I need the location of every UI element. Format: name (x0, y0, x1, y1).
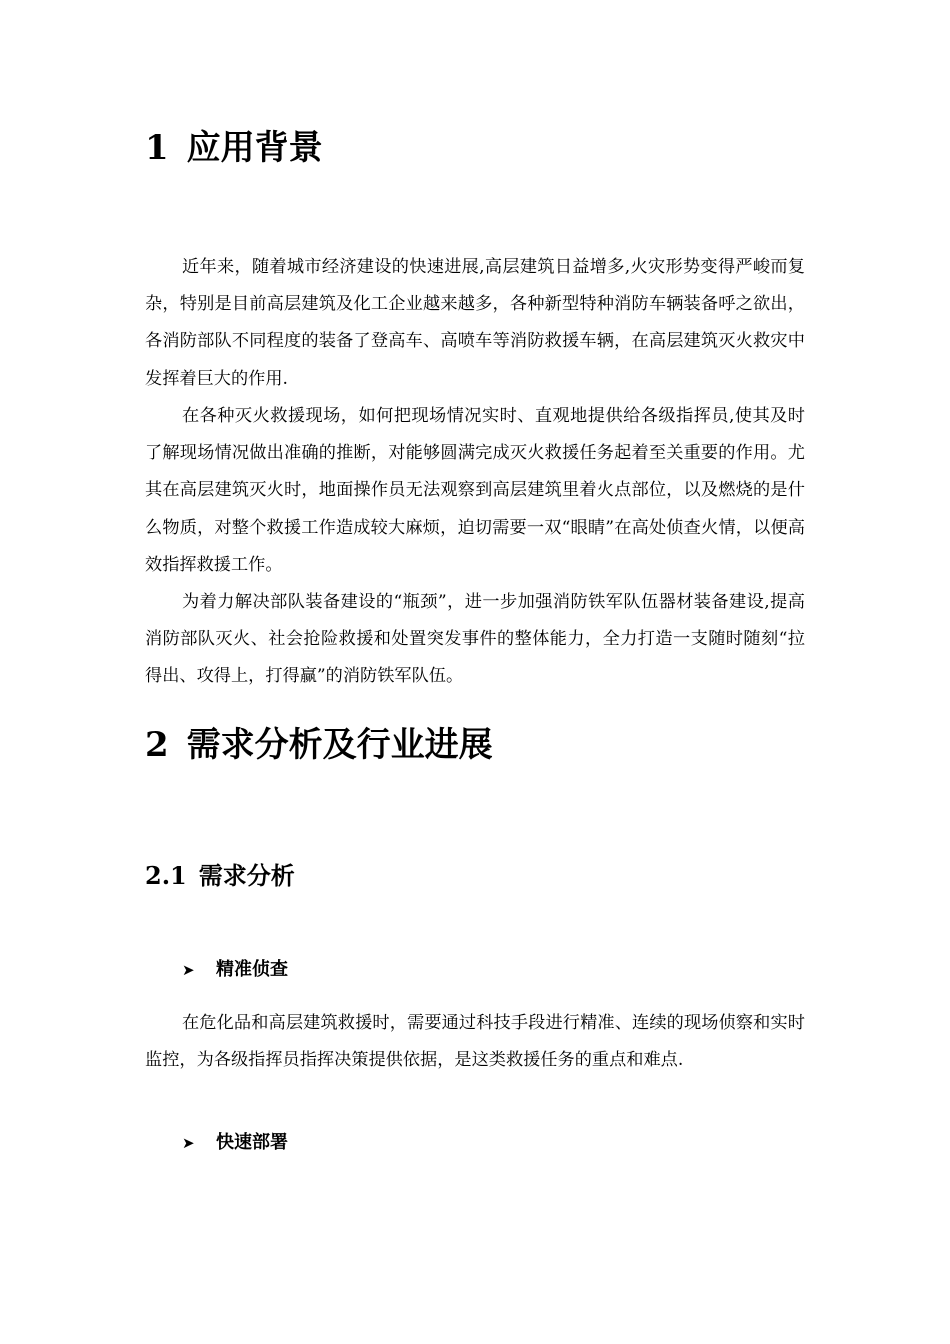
arrowhead-bullet-icon: ➤ (182, 961, 195, 979)
section-2-title: 需求分析及行业进展 (186, 725, 493, 765)
bullet-1-paragraph: 在危化品和高层建筑救援时，需要通过科技手段进行精准、连续的现场侦察和实时监控，为各级指挥员指挥决策提供依据，是这类救援任务的重点和难点. (145, 1013, 805, 1071)
section-2-number: 2 (145, 725, 169, 765)
section-2-1-heading (145, 862, 295, 891)
section-1-number: 1 (145, 128, 169, 168)
section-1-heading (145, 128, 323, 169)
section-1-paragraph-3: 为着力解决部队装备建设的“瓶颈”，进一步加强消防铁军队伍器材装备建设,提高消防部队灭火、社会抢险救援和处置突发事件的整体能力，全力打造一支随时随刻“拉得出、攻得上，打得赢”的消防铁军队伍。 (145, 592, 805, 687)
section-1-title: 应用背景 (186, 128, 323, 168)
bullet-label: 精准侦查 (216, 959, 288, 980)
section-2-1-number: 2.1 (145, 861, 187, 890)
bullet-item-rapid-deployment (182, 1132, 288, 1154)
section-1-paragraph-1: 近年来，随着城市经济建设的快速进展,高层建筑日益增多,火灾形势变得严峻而复杂，特别是目前高层建筑及化工企业越来越多，各种新型特种消防车辆装备呼之欲出，各消防部队不同程度的装备了登高车、高喷车等消防救援车辆，在高层建筑灭火救灾中发挥着巨大的作用. (145, 257, 805, 389)
section-1-paragraph-2: 在各种灭火救援现场，如何把现场情况实时、直观地提供给各级指挥员,使其及时了解现场情况做出准确的推断，对能够圆满完成灭火救援任务起着至关重要的作用。尤其在高层建筑灭火时，地面操作员无法观察到高层建筑里着火点部位，以及燃烧的是什么物质，对整个救援工作造成较大麻烦，迫切需要一双“眼睛”在高处侦查火情，以便高效指挥救援工作。 (145, 406, 805, 575)
section-2-heading (145, 725, 493, 766)
arrowhead-bullet-icon: ➤ (182, 1134, 195, 1152)
bullet-label: 快速部署 (216, 1132, 288, 1153)
section-2-1-title: 需求分析 (198, 861, 295, 890)
bullet-item-precise-reconnaissance (182, 959, 288, 981)
